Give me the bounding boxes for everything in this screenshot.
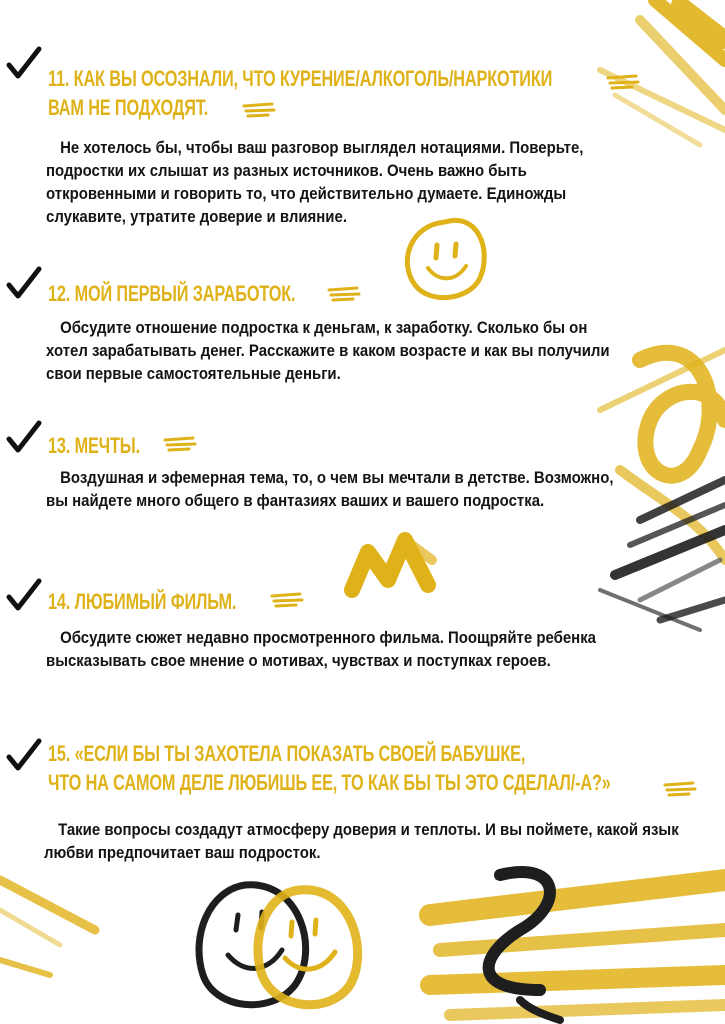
yellow-squiggle-icon xyxy=(606,74,640,90)
smiley-doodle-yellow-bottom xyxy=(258,890,358,1005)
yellow-squiggle-icon xyxy=(327,286,361,302)
yellow-squiggle-icon xyxy=(663,781,697,797)
yellow-squiggle-icon xyxy=(163,436,197,452)
section-15-body: Такие вопросы создадут атмосферу доверия и теплоты. И вы поймете, какой язык любви предпочитает ваш подросток. xyxy=(44,820,679,862)
checkmark-icon xyxy=(6,266,42,300)
checkmark-icon xyxy=(6,738,42,772)
section-15-title xyxy=(48,739,611,797)
m-brush-stroke xyxy=(352,540,432,590)
section-11-title xyxy=(48,64,552,122)
smiley-doodle-yellow xyxy=(407,220,484,297)
section-12-title xyxy=(48,279,295,308)
top-right-brush-strokes xyxy=(600,0,725,145)
bottom-left-brush-strokes xyxy=(0,880,95,975)
section-12-title-line-1: 12. МОЙ ПЕРВЫЙ ЗАРАБОТОК. xyxy=(48,281,296,306)
section-11-body: Не хотелось бы, чтобы ваш разговор выглядел нотациями. Поверьте, подростки их слышат из разных источников. Очень важно быть откровенными и говорить то, что действительно думаете. Единожды слукавите, утратите доверие и влияние. xyxy=(46,138,584,226)
section-13-body: Воздушная и эфемерная тема, то, о чем вы мечтали в детстве. Возможно, вы найдете много общего в фантазиях ваших и вашего подростка. xyxy=(46,468,614,510)
section-15-title-line-2: ЧТО НА САМОМ ДЕЛЕ ЛЮБИШЬ ЕЕ, ТО КАК БЫ ТЫ ЭТО СДЕЛАЛ/-А?» xyxy=(48,770,611,795)
section-14-title-line-1: 14. ЛЮБИМЫЙ ФИЛЬМ. xyxy=(48,589,237,614)
section-11-title-line-2: ВАМ НЕ ПОДХОДЯТ. xyxy=(48,95,209,120)
section-12-body: Обсудите отношение подростка к деньгам, к заработку. Сколько бы он хотел зарабатывать денег. Расскажите в каком возрасте и как вы получили свои первые самостоятельные деньги. xyxy=(46,318,610,383)
bottom-right-brush-strokes xyxy=(430,872,725,1020)
yellow-squiggle-icon xyxy=(242,102,276,118)
section-11-title-line-1: 11. КАК ВЫ ОСОЗНАЛИ, ЧТО КУРЕНИЕ/АЛКОГОЛЬ/НАРКОТИКИ xyxy=(48,66,553,91)
section-14-body: Обсудите сюжет недавно просмотренного фильма. Поощряйте ребенка высказывать свое мнение о мотивах, чувствах и поступках героев. xyxy=(46,628,597,670)
checkmark-icon xyxy=(6,578,42,612)
yellow-squiggle-icon xyxy=(270,592,304,608)
checkmark-icon xyxy=(6,46,42,80)
section-13-title xyxy=(48,431,140,460)
smiley-doodle-black xyxy=(199,885,306,1005)
section-15-title-line-1: 15. «ЕСЛИ БЫ ТЫ ЗАХОТЕЛА ПОКАЗАТЬ СВОЕЙ БАБУШКЕ, xyxy=(48,741,526,766)
section-14-title xyxy=(48,587,236,616)
checkmark-icon xyxy=(6,420,42,454)
section-13-title-line-1: 13. МЕЧТЫ. xyxy=(48,433,140,458)
